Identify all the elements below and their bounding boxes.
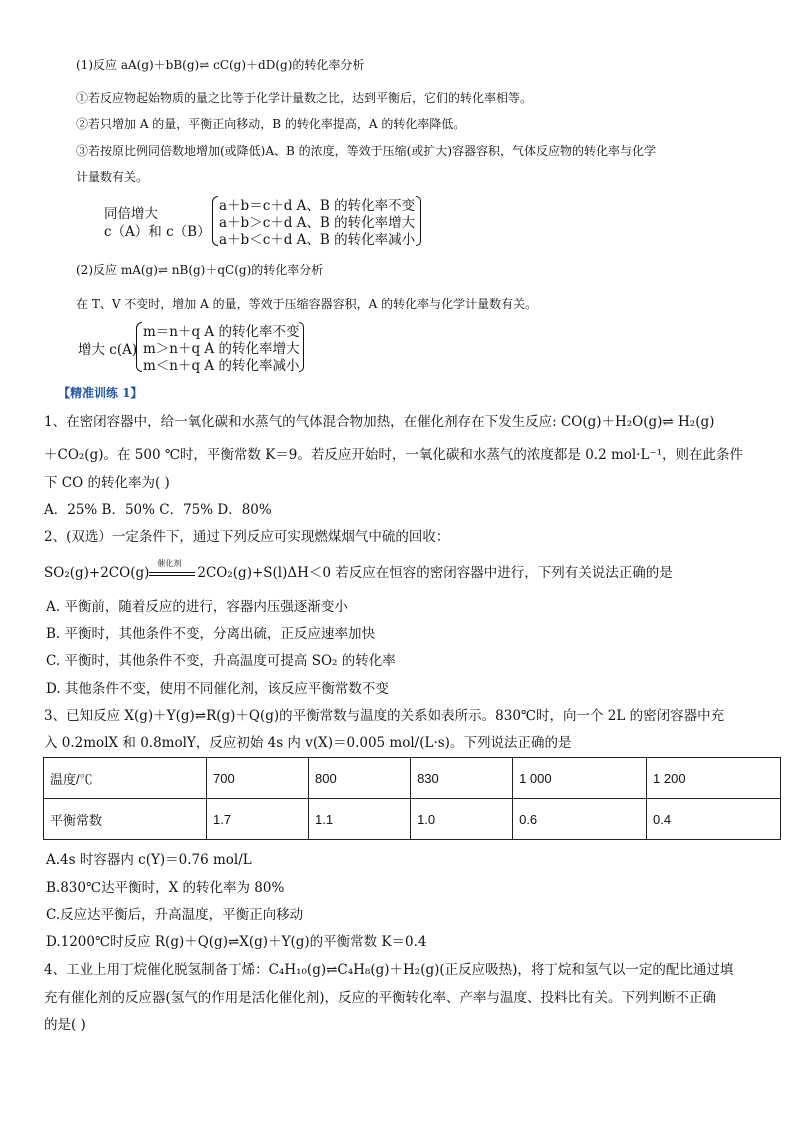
brace-2-case-3: m＜n＋q A 的转化率减小 [143, 358, 300, 374]
catalyst-arrow-icon [149, 558, 197, 581]
q2-products: 2CO₂(g)+S(l)ΔH＜0 若反应在恒容的密闭容器中进行，下列有关说法正确的是 [197, 565, 673, 581]
reaction-2-heading: (2)反应 mA(g)⇌ nB(g)＋qC(g)的转化率分析 [76, 263, 324, 277]
q1-options: A．25% B．50% C．75% D．80% [44, 502, 272, 518]
q1-line-1: 1、在密闭容器中，给一氧化碳和水蒸气的气体混合物加热，在催化剂存在下发生反应: CO(g)＋H₂O(g)⇌ H₂(g) [44, 414, 715, 430]
table-cell: 830 [411, 758, 513, 799]
q4-line-3: 的是( ) [44, 1017, 86, 1033]
q3-option-a: A.4s 时容器内 c(Y)＝0.76 mol/L [46, 852, 252, 868]
brace-1-label-1: 同倍增大 [104, 206, 158, 222]
q2-line-2 [44, 558, 673, 581]
table-cell: 0.4 [647, 799, 781, 840]
q3-option-c: C.反应达平衡后，升高温度，平衡正向移动 [46, 907, 304, 923]
table-cell: 0.6 [513, 799, 647, 840]
table-cell: 1 200 [647, 758, 781, 799]
table-cell: 700 [207, 758, 309, 799]
reaction-1-heading: (1)反应 aA(g)＋bB(g)⇌ cC(g)＋dD(g)的转化率分析 [76, 58, 365, 72]
brace-2-case-1: m＝n＋q A 的转化率不变 [143, 324, 300, 340]
brace-2-right [299, 322, 304, 372]
table-cell: 1.1 [309, 799, 411, 840]
brace-1-case-2: a＋b＞c＋d A、B 的转化率增大 [219, 215, 416, 231]
table-cell: 温度/℃ [44, 758, 207, 799]
q2-option-d: D. 其他条件不变，使用不同催化剂，该反应平衡常数不变 [46, 681, 389, 697]
q2-line-1: 2、(双选）一定条件下，通过下列反应可实现燃煤烟气中硫的回收： [44, 529, 450, 545]
q2-option-b: B. 平衡时，其他条件不变，分离出硫，正反应速率加快 [46, 626, 376, 642]
brace-2-label: 增大 c(A) [78, 342, 138, 358]
rule-1: ①若反应物起始物质的量之比等于化学计量数之比，达到平衡后，它们的转化率相等。 [76, 91, 533, 105]
brace-1-case-3: a＋b＜c＋d A、B 的转化率减小 [219, 232, 416, 248]
q2-reactants: SO₂(g)+2CO(g) [44, 565, 150, 581]
table-cell: 1.7 [207, 799, 309, 840]
training-title: 【精准训练 1】 [58, 386, 143, 400]
brace-1-right [416, 196, 421, 246]
table-row [44, 758, 781, 799]
reaction-2-text: 在 T、V 不变时，增加 A 的量，等效于压缩容器容积，A 的转化率与化学计量数有关。 [76, 297, 538, 311]
table-cell: 1 000 [513, 758, 647, 799]
q3-line-1: 3、已知反应 X(g)＋Y(g)⇌R(g)＋Q(g)的平衡常数与温度的关系如表所示。830℃时，向一个 2L 的密闭容器中充 [44, 708, 725, 724]
table-cell: 1.0 [411, 799, 513, 840]
q1-line-3: 下 CO 的转化率为( ) [44, 475, 170, 491]
catalyst-label: 催化剂 [157, 558, 182, 568]
rule-3-line-1: ③若按原比例同倍数地增加(或降低)A、B 的浓度，等效于压缩(或扩大)容器容积，气体反应物的转化率与化学 [76, 144, 657, 158]
q2-option-c: C. 平衡时，其他条件不变，升高温度可提高 SO₂ 的转化率 [46, 653, 396, 669]
equilibrium-constant-table [43, 757, 781, 840]
q4-line-1: 4、工业上用丁烷催化脱氢制备丁烯：C₄H₁₀(g)⇌C₄H₈(g)＋H₂(g)(正反应吸热)，将丁烷和氢气以一定的配比通过填 [44, 962, 734, 978]
q3-line-2: 入 0.2molX 和 0.8molY，反应初始 4s 内 v(X)＝0.005 mol/(L·s)。下列说法正确的是 [44, 735, 572, 751]
q4-line-2: 充有催化剂的反应器(氢气的作用是活化催化剂)，反应的平衡转化率、产率与温度、投料比有关。下列判断不正确 [44, 990, 717, 1006]
brace-1-label-2: c（A）和 c（B） [104, 224, 211, 240]
rule-2: ②若只增加 A 的量，平衡正向移动，B 的转化率提高，A 的转化率降低。 [76, 117, 466, 131]
q3-option-b: B.830℃达平衡时，X 的转化率为 80% [46, 880, 285, 896]
q3-option-d: D.1200℃时反应 R(g)＋Q(g)⇌X(g)＋Y(g)的平衡常数 K＝0.4 [46, 934, 427, 950]
brace-2-case-2: m＞n＋q A 的转化率增大 [143, 341, 300, 357]
brace-1-case-1: a＋b＝c＋d A、B 的转化率不变 [219, 198, 416, 214]
q1-line-2: ＋CO₂(g)。在 500 ℃时，平衡常数 K＝9。若反应开始时，一氧化碳和水蒸气的浓度都是 0.2 mol·L⁻¹，则在此条件 [44, 447, 743, 463]
q2-option-a: A. 平衡前，随着反应的进行，容器内压强逐渐变小 [46, 599, 348, 615]
brace-1-left [212, 196, 218, 246]
table-cell: 800 [309, 758, 411, 799]
table-cell: 平衡常数 [44, 799, 207, 840]
table-row [44, 799, 781, 840]
rule-3-line-2: 计量数有关。 [76, 170, 149, 184]
brace-2-left [136, 322, 142, 372]
